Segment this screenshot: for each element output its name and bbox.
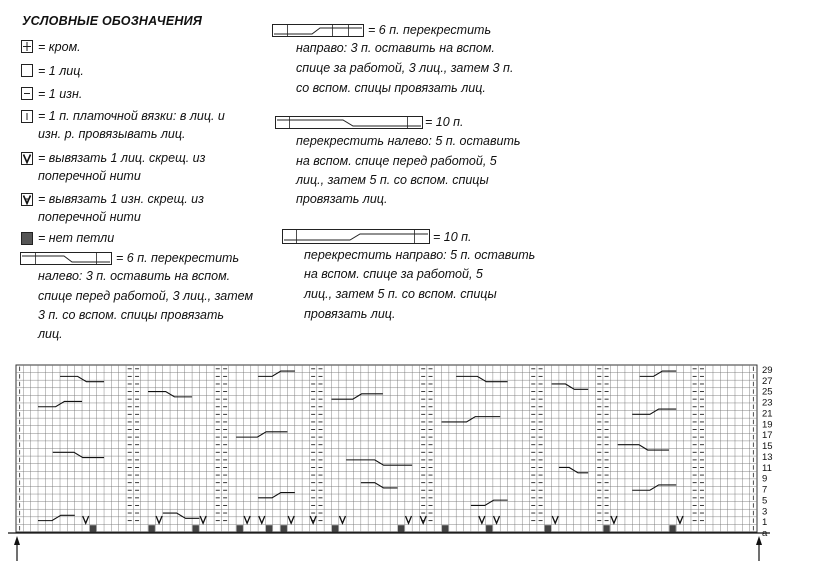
legend-purl-text: = 1 изн.: [38, 87, 83, 101]
legend-cable10r-text-3: на вспом. спице за работой, 5: [304, 267, 483, 281]
legend-cable6l-text-2: налево: 3 п. оставить на вспом.: [38, 269, 231, 283]
legend-cable6l-text-1: = 6 п. перекрестить: [116, 251, 240, 265]
legend-cable10l-text-2: перекрестить налево: 5 п. оставить: [296, 134, 521, 148]
legend-cable10l-text-1: = 10 п.: [425, 115, 464, 129]
no-stitch-cell: [281, 525, 287, 531]
legend-garter-text-1: = 1 п. платочной вязки: в лиц. и: [38, 109, 225, 123]
no-stitch-cell: [545, 525, 551, 531]
legend-no-stitch-text: = нет петли: [38, 231, 115, 245]
no-stitch-cell: [90, 525, 96, 531]
row-label: 25: [762, 386, 773, 398]
no-stitch-cell: [332, 525, 338, 531]
row-label: 21: [762, 408, 773, 420]
legend-cable6r-text-4: со вспом. спицы провязать лиц.: [296, 81, 486, 95]
row-label: 5: [762, 495, 768, 507]
legend-edge-text: = кром.: [38, 40, 81, 54]
no-stitch-cell: [193, 525, 199, 531]
row-label: 13: [762, 451, 773, 463]
legend-cable6r-text-3: спице за работой, 3 лиц., затем 3 п.: [296, 61, 514, 75]
row-label: 29: [762, 365, 773, 376]
no-stitch-cell: [603, 525, 609, 531]
legend-garter-text-2: изн. р. провязывать лиц.: [38, 127, 186, 141]
no-stitch-cell: [486, 525, 492, 531]
legend-purl-inc-text-1: = вывязать 1 изн. скрещ. из: [38, 192, 204, 206]
legend-cable10r-text-2: перекрестить направо: 5 п. оставить: [304, 248, 536, 262]
legend-cable10r-text-4: лиц., затем 5 п. со вспом. спицы: [304, 287, 497, 301]
legend-cable10r-text-5: провязать лиц.: [304, 307, 396, 321]
row-label: 11: [762, 462, 772, 474]
legend-knit-inc-text-2: поперечной нити: [38, 169, 141, 183]
legend-purl-inc-text-2: поперечной нити: [38, 210, 141, 224]
row-label: 15: [762, 441, 773, 453]
no-stitch-cell: [266, 525, 272, 531]
row-label: 7: [762, 484, 768, 496]
legend-cable6r-text-2: направо: 3 п. оставить на вспом.: [296, 41, 495, 55]
legend-cable10l-text-5: провязать лиц.: [296, 192, 388, 206]
row-label: 19: [762, 419, 773, 431]
no-stitch-cell: [669, 525, 675, 531]
legend-cable6l-text-3: спице перед работой, 3 лиц., затем: [38, 289, 254, 303]
no-stitch-cell: [237, 525, 243, 531]
legend-cable6r-text-1: = 6 п. перекрестить: [368, 23, 492, 37]
legend-cable10r-text-1: = 10 п.: [433, 230, 472, 244]
legend-knit-inc-text-1: = вывязать 1 лиц. скрещ. из: [38, 151, 206, 165]
row-label: a: [762, 528, 768, 539]
legend-cable10l-text-4: лиц., затем 5 п. со вспом. спицы: [296, 173, 489, 187]
row-label: 23: [762, 397, 773, 409]
row-label: 17: [762, 430, 773, 442]
row-label: 27: [762, 375, 773, 387]
start-arrow-icon-head: [14, 536, 20, 545]
no-stitch-cell: [149, 525, 155, 531]
legend-cable6l-text-4: 3 п. со вспом. спицы провязать: [38, 308, 224, 322]
no-stitch-cell: [442, 525, 448, 531]
legend-cable10l-text-3: на вспом. спице перед работой, 5: [296, 154, 497, 168]
legend-cable6l-text-5: лиц.: [38, 327, 63, 341]
row-label: 1: [762, 517, 768, 529]
no-stitch-cell: [398, 525, 404, 531]
row-label: 9: [762, 473, 768, 485]
legend-knit-text: = 1 лиц.: [38, 64, 84, 78]
row-label: 3: [762, 506, 768, 518]
legend-title: УСЛОВНЫЕ ОБОЗНАЧЕНИЯ: [22, 14, 203, 28]
